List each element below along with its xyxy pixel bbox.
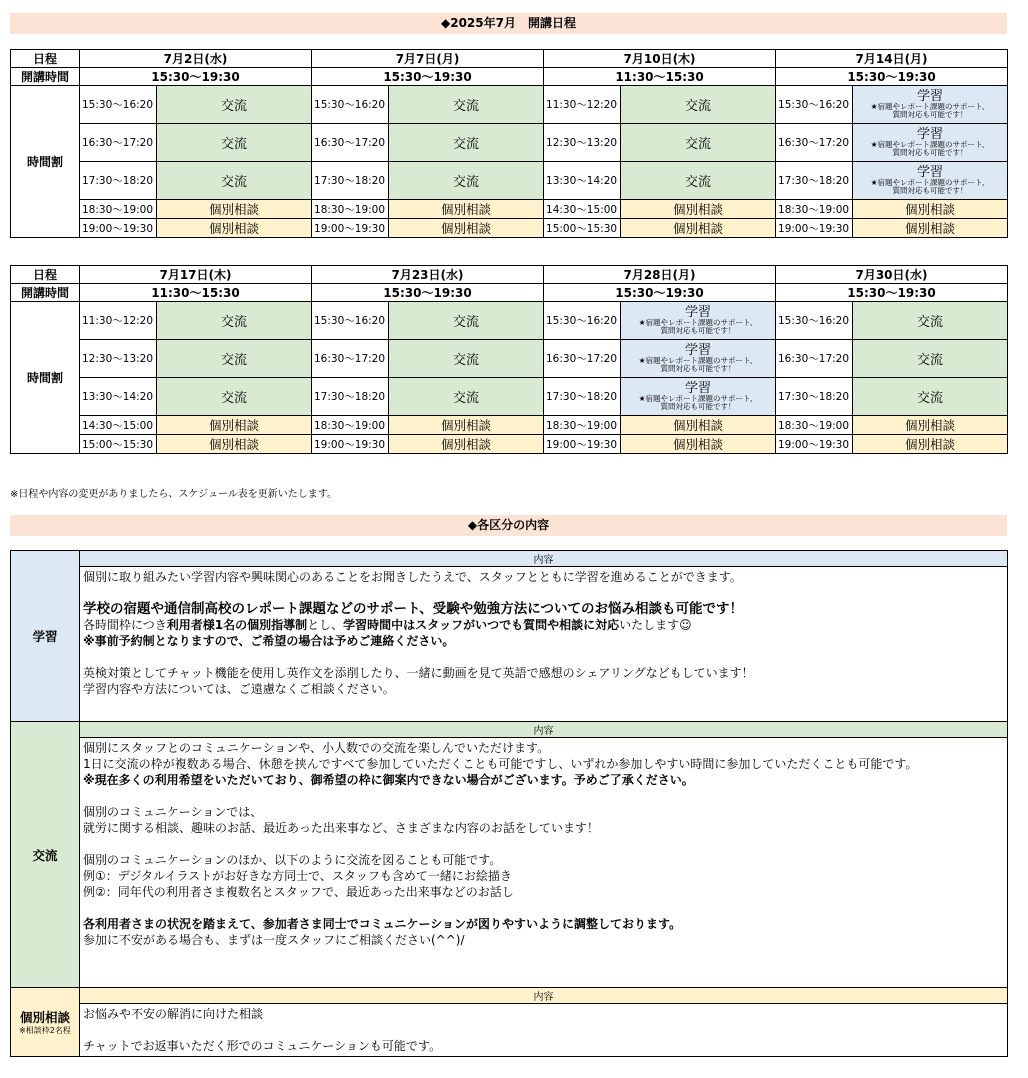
- slot-study-label: 学習: [917, 126, 944, 142]
- koryu-notice: ※現在多くの利用希望をいただいており、御希望の枠に御案内できない場合がございます。予めご了承ください。: [83, 773, 694, 787]
- slot-study-label: 学習: [684, 380, 711, 396]
- day-hours: 15:30〜19:30: [312, 284, 544, 302]
- slot-time: 19:00〜19:30: [80, 219, 157, 238]
- study-text: 個別に取り組みたい学習内容や興味関心のあることをお聞きしたうえで、スタッフとともに学習を進めることができます。: [83, 570, 742, 584]
- slot-consult: 個別相談: [157, 435, 312, 454]
- consult-label: 個別相談: [19, 1010, 70, 1025]
- content-header: 内容: [80, 722, 1008, 738]
- slot-study-note: 質問対応も可能です！: [660, 402, 736, 412]
- slot-time: 17:30〜18:20: [776, 162, 853, 200]
- day-hours: 11:30〜15:30: [544, 68, 776, 86]
- date-label: 日程: [11, 266, 80, 284]
- koryu-example: 例①：デジタルイラストがお好きな方同士で、スタッフも含めて一緒にお絵描き: [83, 869, 512, 883]
- slot-time: 17:30〜18:20: [80, 162, 157, 200]
- slot-koryu: 交流: [157, 162, 312, 200]
- hours-label: 開講時間: [11, 284, 80, 302]
- koryu-text: 参加に不安がある場合も、まずは一度スタッフにご相談ください(^^)/: [83, 933, 465, 947]
- slot-time: 12:30〜13:20: [544, 124, 621, 162]
- slot-consult: 個別相談: [157, 200, 312, 219]
- slot-koryu: 交流: [389, 86, 544, 124]
- koryu-content: [80, 738, 1008, 988]
- slot-time: 19:00〜19:30: [312, 219, 389, 238]
- slot-study-label: 学習: [917, 88, 944, 104]
- slot-time: 15:30〜16:20: [776, 302, 853, 340]
- content-header: 内容: [80, 988, 1008, 1004]
- slot-koryu: 交流: [389, 162, 544, 200]
- slot-study-note: ★宿題やレポート課題のサポート、: [870, 102, 990, 112]
- koryu-text: 個別のコミュニケーションでは、: [83, 805, 263, 819]
- schedule-table-week2: [10, 265, 1008, 454]
- slot-koryu: 交流: [157, 378, 312, 416]
- hours-label: 開講時間: [11, 68, 80, 86]
- section-label-study: 学習: [11, 551, 80, 722]
- slot-consult: 個別相談: [621, 200, 776, 219]
- content-header: 内容: [80, 551, 1008, 567]
- consult-content: [80, 1004, 1008, 1057]
- slot-time: 17:30〜18:20: [312, 378, 389, 416]
- slot-koryu: 交流: [157, 302, 312, 340]
- slot-time: 17:30〜18:20: [544, 378, 621, 416]
- day-hours: 15:30〜19:30: [776, 68, 1008, 86]
- koryu-text: 個別にスタッフとのコミュニケーションや、小人数での交流を楽しんでいただけます。: [83, 741, 550, 755]
- slot-koryu: 交流: [157, 340, 312, 378]
- slot-time: 15:30〜16:20: [312, 86, 389, 124]
- slot-time: 12:30〜13:20: [80, 340, 157, 378]
- slot-koryu: 交流: [157, 124, 312, 162]
- slot-consult: 個別相談: [853, 416, 1008, 435]
- slot-koryu: 交流: [621, 124, 776, 162]
- slot-time: 18:30〜19:00: [776, 416, 853, 435]
- slot-time: 13:30〜14:20: [544, 162, 621, 200]
- slot-study-note: 質問対応も可能です！: [660, 364, 736, 374]
- slot-time: 19:00〜19:30: [776, 435, 853, 454]
- slot-time: 16:30〜17:20: [312, 124, 389, 162]
- slot-study-note: ★宿題やレポート課題のサポート、: [870, 178, 990, 188]
- slot-consult: 個別相談: [157, 219, 312, 238]
- slot-koryu: 交流: [853, 340, 1008, 378]
- slot-study: [853, 86, 1008, 124]
- day-hours: 15:30〜19:30: [544, 284, 776, 302]
- day-hours: 11:30〜15:30: [80, 284, 312, 302]
- slot-consult: 個別相談: [389, 219, 544, 238]
- koryu-text: 1日に交流の枠が複数ある場合、休憩を挟んですべて参加していただくことも可能ですし、いずれか参加しやすい時間に参加していただくことも可能です。: [83, 757, 918, 771]
- day-hours: 15:30〜19:30: [776, 284, 1008, 302]
- slot-study-note: 質問対応も可能です！: [892, 110, 968, 120]
- koryu-text: 就労に関する相談、趣味のお話、最近あった出来事など、さまざまな内容のお話をしています！: [83, 821, 599, 835]
- slot-koryu: 交流: [853, 378, 1008, 416]
- slot-time: 18:30〜19:00: [776, 200, 853, 219]
- slot-study-note: ★宿題やレポート課題のサポート、: [638, 356, 758, 366]
- slot-study-note: 質問対応も可能です！: [892, 148, 968, 158]
- slot-koryu: 交流: [157, 86, 312, 124]
- slot-time: 19:00〜19:30: [312, 435, 389, 454]
- study-highlight: 学校の宿題や通信制高校のレポート課題などのサポート、受験や勉強方法についてのお悩み相談も可能です！: [83, 601, 744, 617]
- slot-study: [853, 162, 1008, 200]
- slot-study: [621, 340, 776, 378]
- slot-time: 15:30〜16:20: [312, 302, 389, 340]
- study-content: [80, 567, 1008, 722]
- day-date: 7月7日(月): [312, 50, 544, 68]
- slot-study: [621, 378, 776, 416]
- slot-time: 16:30〜17:20: [312, 340, 389, 378]
- koryu-highlight: 各利用者さまの状況を踏まえて、参加者さま同士でコミュニケーションが図りやすいように調整しております。: [83, 917, 682, 931]
- day-hours: 15:30〜19:30: [80, 68, 312, 86]
- slot-time: 15:00〜15:30: [544, 219, 621, 238]
- slot-koryu: 交流: [389, 302, 544, 340]
- slot-study: [853, 124, 1008, 162]
- schedule-note: ※日程や内容の変更がありましたら、スケジュール表を更新いたします。: [10, 489, 337, 500]
- study-text: 学習内容や方法については、ご遠慮なくご相談ください。: [83, 682, 395, 696]
- consult-text: チャットでお返事いただく形でのコミュニケーションも可能です。: [83, 1039, 441, 1053]
- slot-time: 17:30〜18:20: [776, 378, 853, 416]
- slot-study: [621, 302, 776, 340]
- slot-consult: 個別相談: [853, 435, 1008, 454]
- slot-time: 19:00〜19:30: [544, 435, 621, 454]
- slot-consult: 個別相談: [621, 416, 776, 435]
- day-date: 7月28日(月): [544, 266, 776, 284]
- slot-consult: 個別相談: [389, 200, 544, 219]
- slot-koryu: 交流: [853, 302, 1008, 340]
- slot-time: 15:30〜16:20: [80, 86, 157, 124]
- slot-time: 18:30〜19:00: [80, 200, 157, 219]
- slot-time: 19:00〜19:30: [776, 219, 853, 238]
- slot-time: 17:30〜18:20: [312, 162, 389, 200]
- slot-consult: 個別相談: [389, 416, 544, 435]
- slot-koryu: 交流: [621, 86, 776, 124]
- consult-sublabel: ※相談枠2名程: [19, 1026, 71, 1035]
- slot-time: 11:30〜12:20: [544, 86, 621, 124]
- day-hours: 15:30〜19:30: [312, 68, 544, 86]
- slot-time: 18:30〜19:00: [312, 416, 389, 435]
- day-date: 7月30日(水): [776, 266, 1008, 284]
- study-text: 英検対策としてチャット機能を使用し英作文を添削したり、一緒に動画を見て英語で感想のシェアリングなどもしています！: [83, 666, 754, 680]
- sections-title: ◆各区分の内容: [10, 515, 1007, 536]
- slot-time: 16:30〜17:20: [776, 340, 853, 378]
- slot-study-note: 質問対応も可能です！: [660, 326, 736, 336]
- slot-consult: 個別相談: [389, 435, 544, 454]
- slot-time: 18:30〜19:00: [312, 200, 389, 219]
- slot-consult: 個別相談: [621, 435, 776, 454]
- slot-consult: 個別相談: [853, 200, 1008, 219]
- schedule-table-week1: [10, 49, 1008, 238]
- slot-time: 15:00〜15:30: [80, 435, 157, 454]
- timetable-label: 時間割: [11, 86, 80, 238]
- slot-time: 13:30〜14:20: [80, 378, 157, 416]
- slot-consult: 個別相談: [853, 219, 1008, 238]
- slot-time: 16:30〜17:20: [544, 340, 621, 378]
- day-date: 7月10日(木): [544, 50, 776, 68]
- slot-study-label: 学習: [684, 342, 711, 358]
- slot-study-note: 質問対応も可能です！: [892, 186, 968, 196]
- section-label-consult: [11, 988, 80, 1057]
- section-label-koryu: 交流: [11, 722, 80, 988]
- section-description-table: [10, 550, 1008, 1057]
- slot-study-note: ★宿題やレポート課題のサポート、: [638, 394, 758, 404]
- study-reservation-note: ※事前予約制となりますので、ご希望の場合は予めご連絡ください。: [83, 634, 455, 648]
- slot-study-note: ★宿題やレポート課題のサポート、: [870, 140, 990, 150]
- slot-time: 16:30〜17:20: [776, 124, 853, 162]
- slot-consult: 個別相談: [621, 219, 776, 238]
- study-text: 各時間枠につき利用者様1名の個別指導制とし、学習時間中はスタッフがいつでも質問や相談に対応いたします☺: [83, 618, 692, 632]
- day-date: 7月2日(水): [80, 50, 312, 68]
- day-date: 7月17日(木): [80, 266, 312, 284]
- slot-koryu: 交流: [389, 124, 544, 162]
- slot-koryu: 交流: [621, 162, 776, 200]
- koryu-example: 例②：同年代の利用者さま複数名とスタッフで、最近あった出来事などのお話し: [83, 885, 514, 899]
- slot-time: 14:30〜15:00: [544, 200, 621, 219]
- slot-time: 18:30〜19:00: [544, 416, 621, 435]
- slot-time: 14:30〜15:00: [80, 416, 157, 435]
- schedule-title: ◆2025年7月 開講日程: [10, 13, 1007, 34]
- consult-text: お悩みや不安の解消に向けた相談: [83, 1007, 264, 1021]
- slot-time: 16:30〜17:20: [80, 124, 157, 162]
- slot-study-label: 学習: [917, 164, 944, 180]
- slot-study-label: 学習: [684, 304, 711, 320]
- slot-time: 11:30〜12:20: [80, 302, 157, 340]
- slot-study-note: ★宿題やレポート課題のサポート、: [638, 318, 758, 328]
- slot-consult: 個別相談: [157, 416, 312, 435]
- koryu-text: 個別のコミュニケーションのほか、以下のように交流を図ることも可能です。: [83, 853, 502, 867]
- slot-koryu: 交流: [389, 340, 544, 378]
- timetable-label: 時間割: [11, 302, 80, 454]
- date-label: 日程: [11, 50, 80, 68]
- day-date: 7月14日(月): [776, 50, 1008, 68]
- slot-koryu: 交流: [389, 378, 544, 416]
- slot-time: 15:30〜16:20: [544, 302, 621, 340]
- day-date: 7月23日(水): [312, 266, 544, 284]
- slot-time: 15:30〜16:20: [776, 86, 853, 124]
